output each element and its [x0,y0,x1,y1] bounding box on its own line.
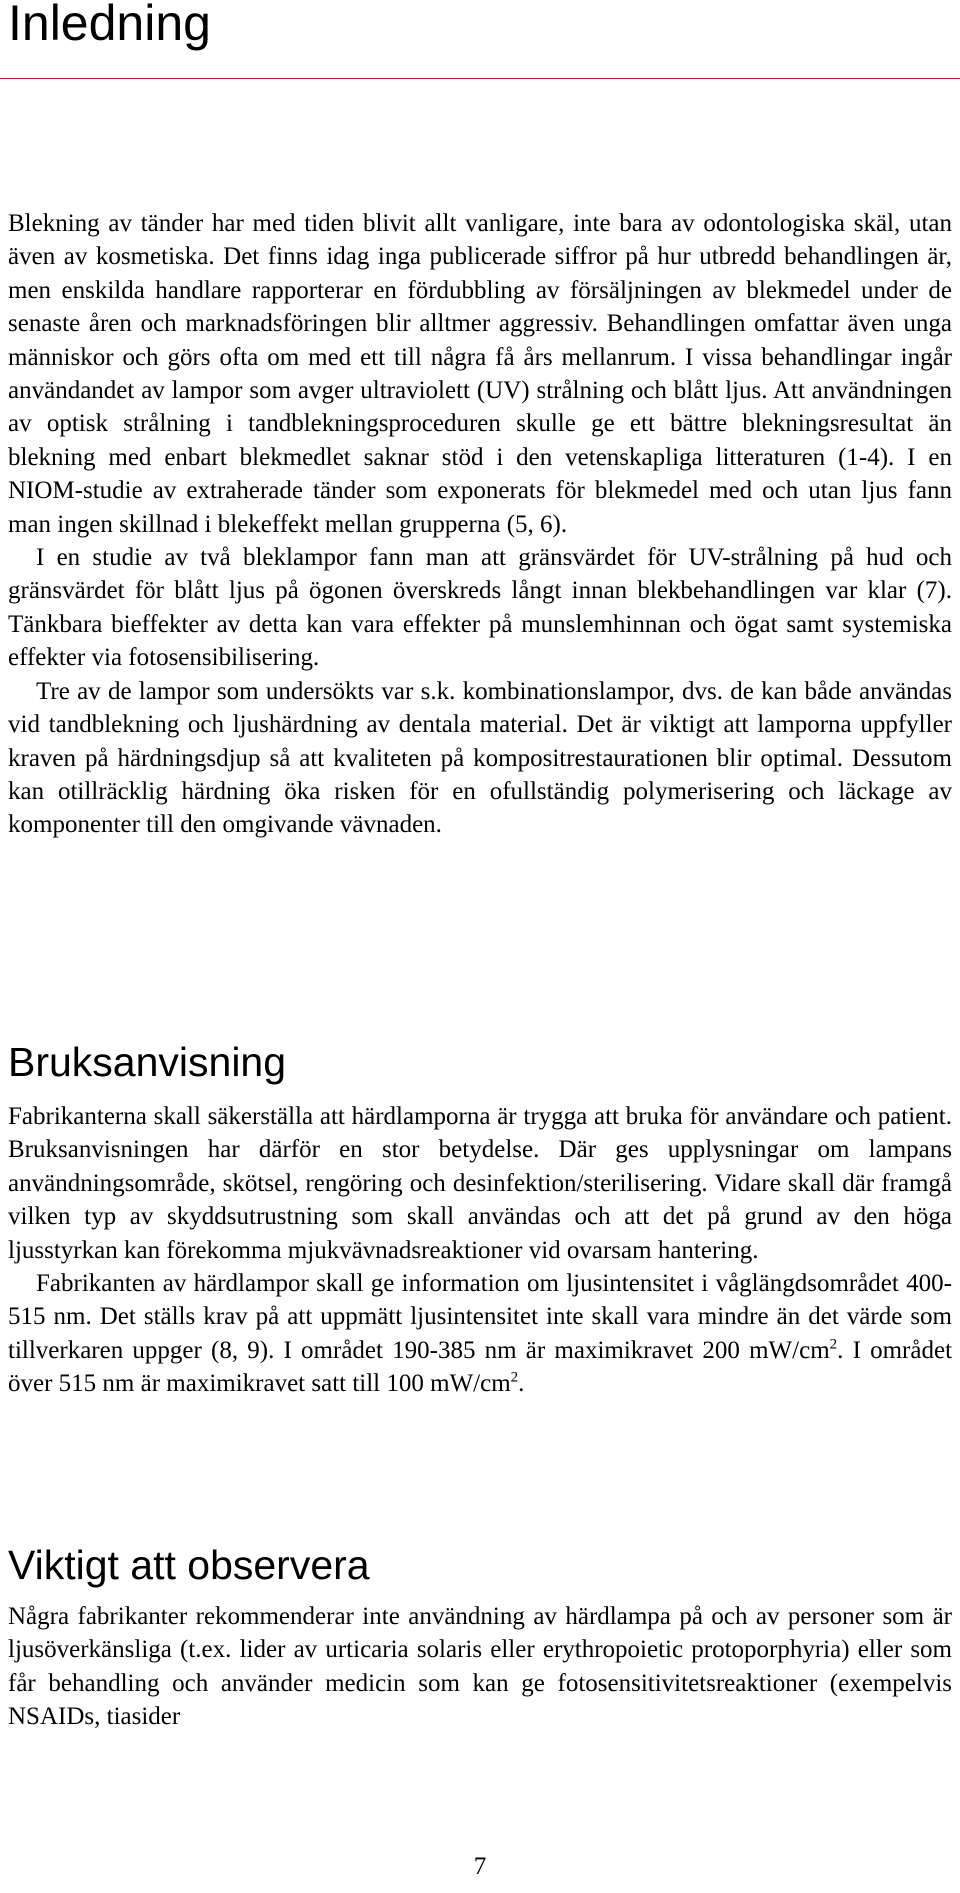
paragraph-intro-2: I en studie av två bleklampor fann man att gränsvärdet för UV-strålning på hud och gränsvärdet för blått ljus på ögonen överskreds långt innan blekbehandlingen var klar (7). Tänkbara bieffekter av detta kan vara effekter på munslemhinnan och ögat samt systemiska effekter via fotosensibilisering. [8,544,952,672]
heading-bruksanvisning: Bruksanvisning [8,1039,287,1085]
superscript-2: 2 [510,1369,519,1386]
section-inledning-body [8,207,952,842]
paragraph-viktigt-1: Några fabrikanter rekommenderar inte användning av härdlampa på och av personer som är ljusöverkänsliga (t.ex. lider av urticaria solaris eller erythropoietic protoporphyria) eller som får behandling och använder medicin som kan ge fotosensitivitetsreaktioner (exempelvis NSAIDs, tiasider [8,1603,952,1731]
section-viktigt-body [8,1600,952,1734]
heading-rule [0,78,960,79]
paragraph-bruk-2 [8,1267,952,1401]
paragraph-intro-1: Blekning av tänder har med tiden blivit allt vanligare, inte bara av odontologiska skäl, utan även av kosmetiska. Det finns idag inga publicerade siffror på hur utbredd behandlingen är, men enskilda handlare rapporterar en fördubbling av försäljningen av blekmedel under de senaste åren och marknadsföringen blir alltmer aggressiv. Behandlingen omfattar även unga människor och görs ofta om med ett till några få års mellanrum. I vissa behandlingar ingår användandet av lampor som avger ultraviolett (UV) strålning och blått ljus. Att användningen av optisk strålning i tandblekningsproceduren skulle ge ett bättre blekningsresultat än blekning med enbart blekmedlet saknar stöd i den vetenskapliga litteraturen (1-4). I en NIOM-studie av extraherade tänder som exponerats för blekmedel med och utan ljus fann man ingen skillnad i blekeffekt mellan grupperna (5, 6). [8,210,952,538]
paragraph-bruk-2-part-a: Fabrikanten av härdlampor skall ge information om ljusintensitet i våglängdsområdet 400-515 nm. Det ställs krav på att uppmätt ljusintensitet inte skall vara mindre än det värde som tillverkaren uppger (8, 9). I området 190-385 nm är maximikravet 200 mW/cm [8,1270,952,1364]
paragraph-intro-3: Tre av de lampor som undersökts var s.k. kombinationslampor, dvs. de kan både användas vid tandblekning och ljushärdning av dentala material. Det är viktigt att lamporna uppfyller kraven på härdningsdjup så att kvaliteten på kompositrestaurationen blir optimal. Dessutom kan otillräcklig härdning öka risken för en ofullständig polymerisering och läckage av komponenter till den omgivande vävnaden. [8,677,952,839]
paragraph-bruk-1: Fabrikanterna skall säkerställa att härdlamporna är trygga att bruka för användare och patient. Bruksanvisningen har därför en stor betydelse. Där ges upplysningar om lampans användningsområde, skötsel, rengöring och desinfektion/sterilisering. Vidare skall där framgå vilken typ av skyddsutrustning som skall användas och att det på grund av den höga ljusstyrkan kan förekomma mjukvävnadsreaktioner vid ovarsam hantering. [8,1103,952,1264]
heading-inledning: Inledning [8,0,211,51]
page-number: 7 [473,1853,487,1880]
section-bruksanvisning-body [8,1100,952,1401]
paragraph-bruk-2-part-c: . [518,1370,525,1398]
superscript-2: 2 [829,1336,838,1353]
heading-viktigt-att-observera: Viktigt att observera [8,1542,370,1588]
paragraph-bruk-2-part-b: . I området över 515 nm är maximikravet satt till 100 mW/cm [8,1336,953,1398]
